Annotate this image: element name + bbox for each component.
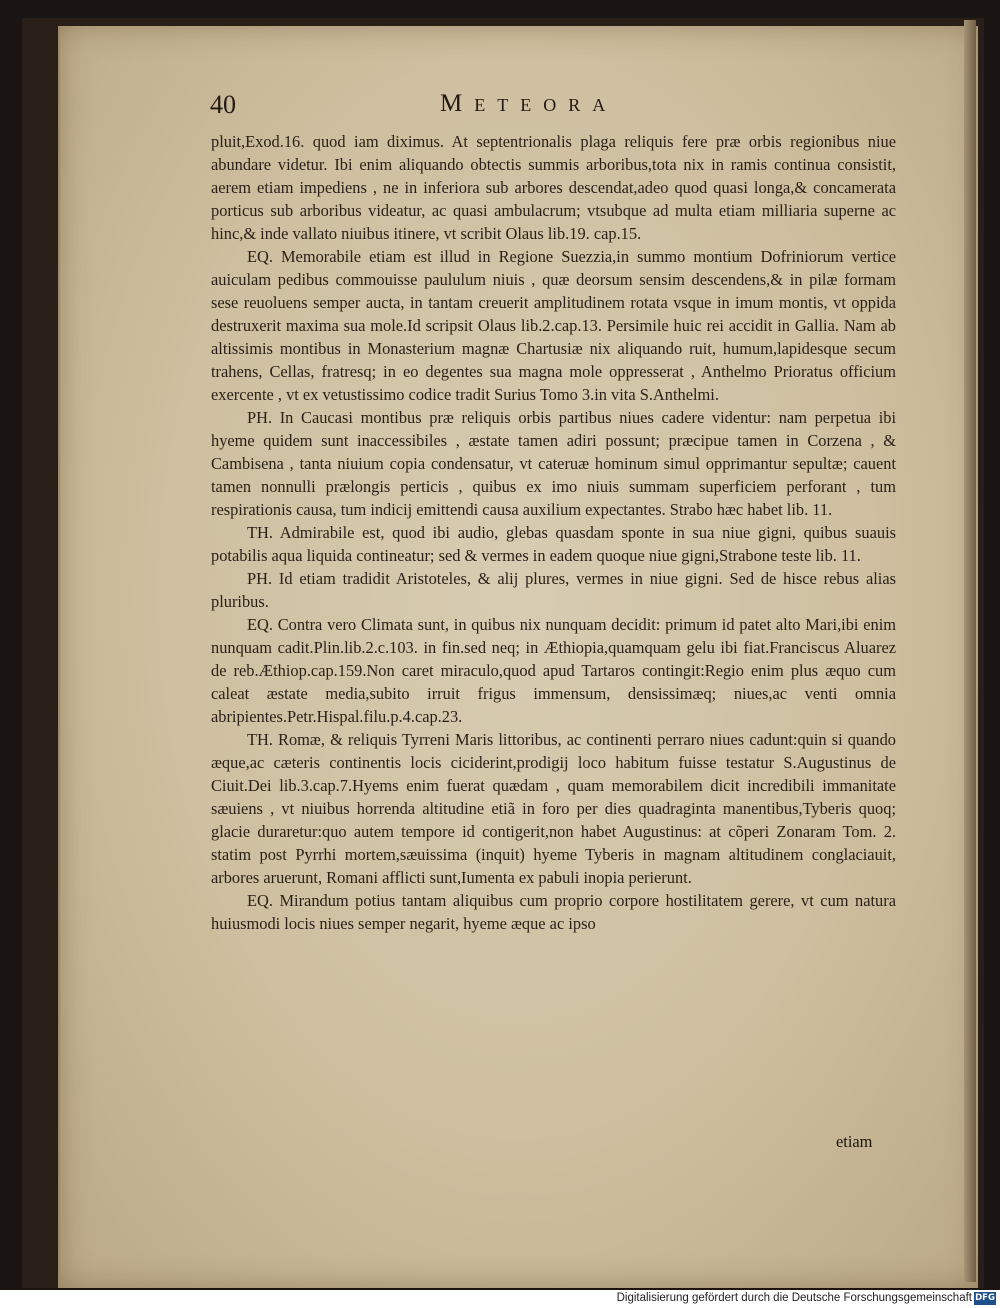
- catchword: etiam: [836, 1132, 873, 1151]
- body-text: [211, 130, 896, 935]
- paragraph: TH. Romæ, & reliquis Tyrreni Maris littoribus, ac continenti perraro niues cadunt:quin si quando æque,ac cæteris continentis locis ciciderint,prodigij loco habitum fuisse testatur S.Augustinus de Ciuit.Dei lib.3.cap.7.Hyems enim fuerat quædam , quam memorabilem dicit incredibili immanitate sæuiens , vt niuibus horrenda altitudine etiã in foro per dies quadraginta manentibus,Tyberis quoq; glacie duraretur:quo autem tempore id contigerit,non habet Augustinus: at cõperi Zonaram Tom. 2. statim post Pyrrhi mortem,sæuissima (inquit) hyeme Tyberis in magnam altitudinem conglaciauit, arbores aruerunt, Romani afflicti sunt,Iumenta ex pabuli inopia perierunt.: [211, 730, 896, 887]
- paragraph: pluit,Exod.16. quod iam diximus. At septentrionalis plaga reliquis fere præ orbis regionibus niue abundare videtur. Ibi enim aliquando obtectis summis arboribus,tota nix in ramis continua consistit, aerem etiam impediens , ne in inferiora sub arbores descendat,adeo quod quasi longa,& concamerata porticus sub arboribus videatur, ac quasi ambulacrum; vtsubque ad multa etiam milliaria superne ac hinc,& inde vallato niuibus itinere, vt scribit Olaus lib.19. cap.15.: [211, 132, 896, 243]
- running-head: [210, 90, 660, 130]
- paragraph: PH. In Caucasi montibus præ reliquis orbis partibus niues cadere videntur: nam perpetua ibi hyeme quidem sunt inaccessibiles , æstate tamen adiri possunt; præcipue tamen in Corzena , & Cambisena , tanta niuium copia condensatur, vt cateruæ hominum simul opprimantur sepultæ; cauent tamen nonnulli prælongis perticis , quibus ex imo niuis summam superficiem perforant , tum respirationis causa, tum indicij emittendi causa auxilium expectantes. Strabo hæc habet lib. 11.: [211, 408, 896, 519]
- paragraph: EQ. Mirandum potius tantam aliquibus cum proprio corpore hostilitatem gerere, vt cum natura huiusmodi locis niues semper negarit, hyeme æque ac ipso: [211, 891, 896, 933]
- running-title: Meteora: [440, 90, 618, 117]
- dfg-logo: DFG: [975, 1293, 995, 1303]
- footer-credit: Digitalisierung gefördert durch die Deutsche Forschungsgemeinschaft: [616, 1292, 972, 1304]
- page-number: 40: [210, 90, 236, 119]
- paragraph: PH. Id etiam tradidit Aristoteles, & alij plures, vermes in niue gigni. Sed de hisce rebus alias pluribus.: [211, 569, 896, 611]
- paragraph: EQ. Contra vero Climata sunt, in quibus nix nunquam decidit: primum id patet alto Mari,ibi enim nunquam cadit.Plin.lib.2.c.103. in fin.sed neq; in Æthiopia,quamquam gelu ibi fiat.Franciscus Aluarez de reb.Æthiop.cap.159.Non caret miraculo,quod apud Tartaros contingit:Regio enim plus æquo cum caleat æstate media,subito irruit frigus immensum, densissimæq; niues,ac venti omnia abripientes.Petr.Hispal.filu.p.4.cap.23.: [211, 615, 896, 726]
- page-edge: [964, 20, 976, 1282]
- paragraph: TH. Admirabile est, quod ibi audio, glebas quasdam sponte in sua niue gigni, quibus suauis potabilis aqua liquida contineatur; sed & vermes in eadem quoque niue gigni,Strabone teste lib. 11.: [211, 523, 896, 565]
- paragraph: EQ. Memorabile etiam est illud in Regione Suezzia,in summo montium Dofriniorum vertice auiculam pedibus commouisse paululum niuis , quæ deorsum sensim descendens,& in pilæ formam sese reuoluens semper aucta, in tantam creuerit amplitudinem rotata vsque in imum montis, vt oppida destruxerit maxima sua mole.Id scripsit Olaus lib.2.cap.13. Persimile huic rei accidit in Gallia. Nam ab altissimis montibus in Monasterium magnæ Chartusiæ nix aliquando ruit, humum,lapidesque secum trahens, Cellas, fratresq; in eo degentes sua magna mole oppresserat , Anthelmo Prioratus officium exercente , vt ex vetustissimo codice tradit Surius Tomo 3.in vita S.Anthelmi.: [211, 247, 896, 404]
